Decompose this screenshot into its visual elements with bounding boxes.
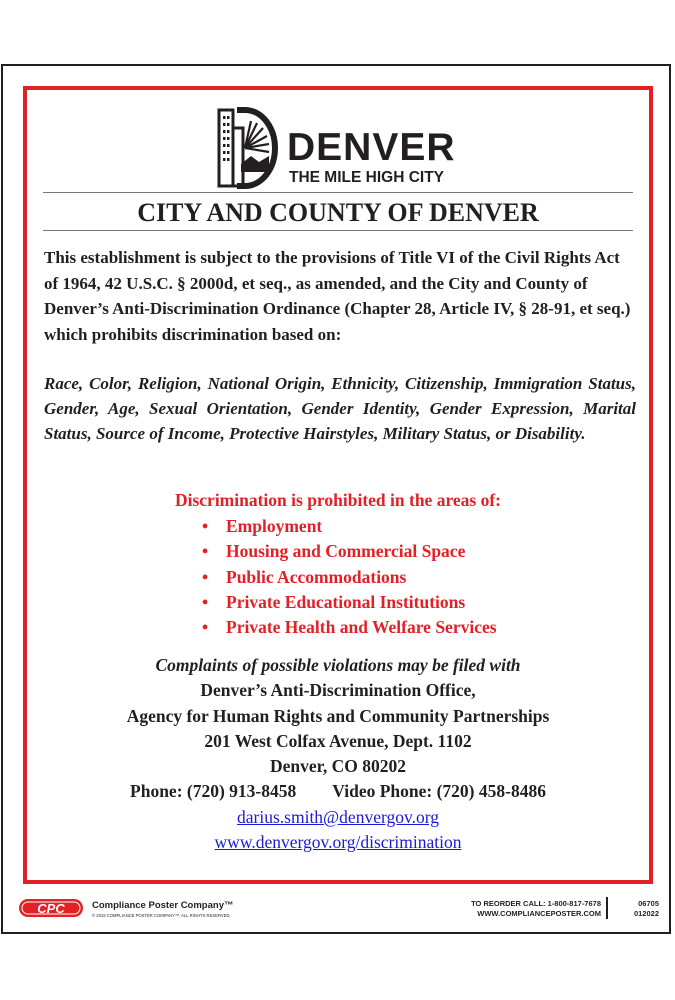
heading-rule-top xyxy=(43,192,633,193)
area-label: Housing and Commercial Space xyxy=(226,541,466,562)
area-label: Private Educational Institutions xyxy=(226,591,466,612)
phone-row xyxy=(27,779,649,804)
area-label: Private Health and Welfare Services xyxy=(226,617,497,638)
website-row xyxy=(27,830,649,855)
list-item xyxy=(202,590,497,615)
areas-title: Discrimination is prohibited in the areas of: xyxy=(174,490,502,510)
poster-code: 06705 xyxy=(638,899,659,908)
list-item xyxy=(202,615,497,640)
poster-frame xyxy=(23,86,653,884)
poster-date-code: 012022 xyxy=(633,909,659,918)
reorder-site: WWW.COMPLIANCEPOSTER.COM xyxy=(477,909,601,918)
denver-d-skyline-icon xyxy=(215,106,279,190)
area-label: Employment xyxy=(226,516,323,536)
cpc-logo-text: CPC xyxy=(37,901,65,916)
list-item xyxy=(202,539,497,564)
logo-tagline: THE MILE HIGH CITY xyxy=(289,169,444,186)
video-phone-number: Video Phone: (720) 458-8486 xyxy=(332,781,546,802)
phone-number: Phone: (720) 913-8458 xyxy=(130,781,297,802)
street-address: 201 West Colfax Avenue, Dept. 1102 xyxy=(204,730,472,751)
poster-codes xyxy=(623,899,659,919)
email-row xyxy=(27,805,649,830)
bullet-icon: • xyxy=(202,617,209,638)
heading-rule-bottom xyxy=(43,230,633,231)
company-name: Compliance Poster Company™ xyxy=(92,900,234,911)
email-link[interactable]: darius.smith@denvergov.org xyxy=(237,806,439,827)
bullet-icon: • xyxy=(202,541,209,562)
protected-classes-paragraph: Race, Color, Religion, National Origin, Ethnicity, Citizenship, Immigration Status, Gender, Age, Sexual Orientation, Gender Identity, Gender Expression, Marital Status, Source of Income, Protective Hairstyles, Military Status, or Disability. xyxy=(44,374,636,443)
copyright: © 2019 COMPLIANCE POSTER COMPANY™. ALL RIGHTS RESERVED. xyxy=(92,913,231,918)
reorder-phone: TO REORDER CALL: 1-800-817-7678 xyxy=(471,899,601,908)
list-item xyxy=(202,565,497,590)
bullet-icon: • xyxy=(202,516,209,536)
contact-block xyxy=(27,653,649,855)
bullet-icon: • xyxy=(202,591,209,612)
page-title: CITY AND COUNTY OF DENVER xyxy=(137,198,539,227)
list-item xyxy=(202,514,497,539)
footer xyxy=(3,894,669,924)
agency-name: Agency for Human Rights and Community Partnerships xyxy=(126,705,550,726)
area-label: Public Accommodations xyxy=(226,566,407,587)
footer-divider xyxy=(606,897,608,919)
denver-logo xyxy=(215,106,475,196)
areas-list xyxy=(202,514,497,640)
intro-paragraph: This establishment is subject to the provisions of Title VI of the Civil Rights Act of 1964, 42 U.S.C. § 2000d, et seq., as amended, and the City and County of Denver’s Anti-Discrimination Ordinance (Chapter 28, Article IV, § 28-91, et seq.) which prohibits discrimination based on: xyxy=(44,248,631,344)
city-address: Denver, CO 80202 xyxy=(270,756,406,777)
poster xyxy=(1,64,671,934)
logo-wordmark: DENVER xyxy=(287,126,456,169)
office-name: Denver’s Anti-Discrimination Office, xyxy=(200,680,476,701)
bullet-icon: • xyxy=(202,566,209,587)
cpc-logo-icon xyxy=(19,898,87,918)
complaints-lead: Complaints of possible violations may be filed with xyxy=(155,655,521,675)
reorder-info xyxy=(471,899,601,919)
website-link[interactable]: www.denvergov.org/discrimination xyxy=(214,832,462,853)
